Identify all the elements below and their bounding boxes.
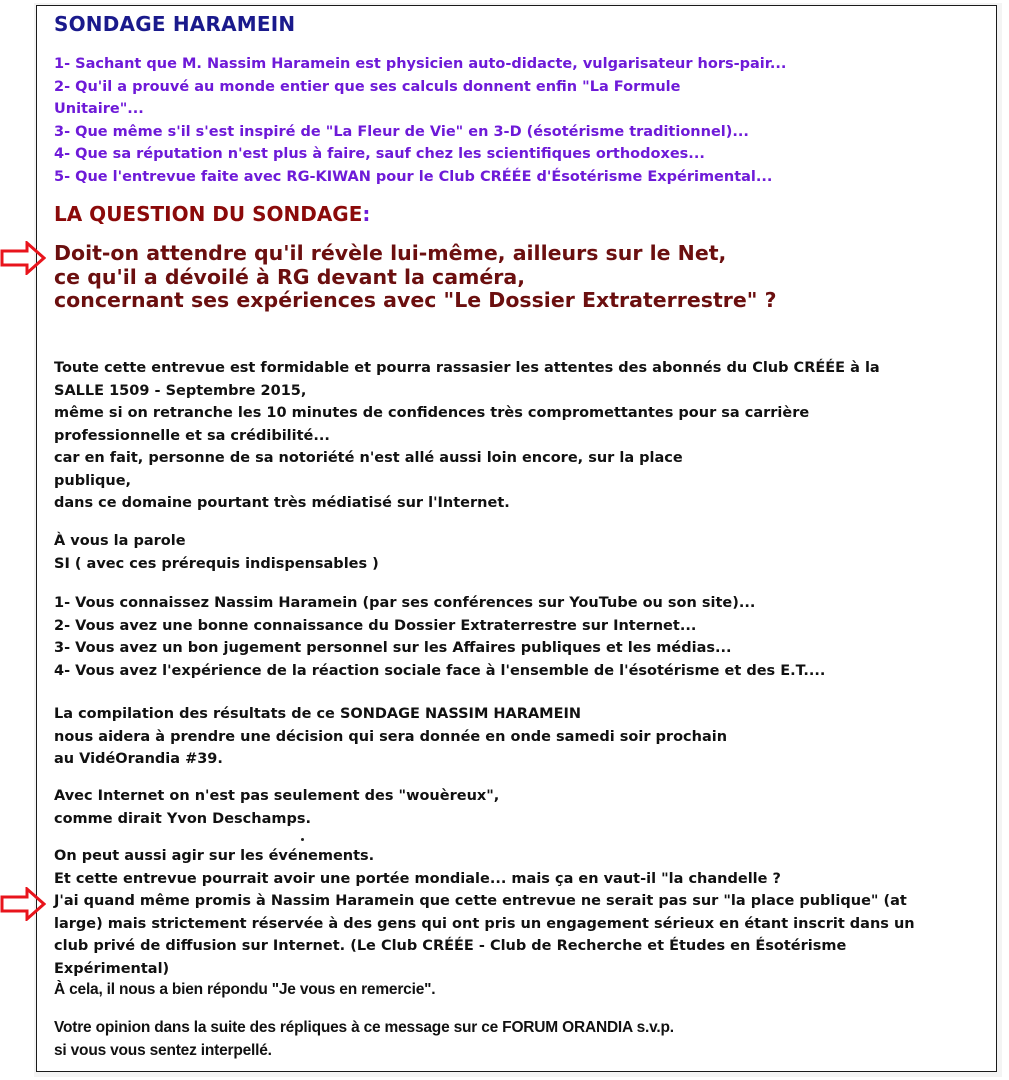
paragraph-line: SALLE 1509 - Septembre 2015, [54, 382, 307, 399]
premise-item: 5- Que l'entrevue faite avec RG-KIWAN pour le Club CRÉÉE d'Ésotérisme Expérimental... [54, 168, 773, 185]
prerequisite-item: 3- Vous avez un bon jugement personnel sur les Affaires publiques et les médias... [54, 640, 732, 656]
paragraph-line: comme dirait Yvon Deschamps. [54, 810, 312, 827]
paragraph-line: Votre opinion dans la suite des répliques à ce message sur ce FORUM ORANDIA s.v.p. [54, 1019, 674, 1036]
reply-line: À cela, il nous a bien répondu "Je vous en remercie". [54, 981, 436, 998]
paragraph-line: professionnelle et sa crédibilité... [54, 427, 330, 444]
action-paragraph [54, 845, 915, 980]
compilation-paragraph [54, 703, 727, 771]
paragraph-line: au VidéOrandia #39. [54, 751, 223, 767]
paragraph-line: Toute cette entrevue est formidable et pourra rassasier les attentes des abonnés du Club CRÉÉE à la [54, 360, 880, 376]
parole-paragraph [54, 530, 379, 575]
page-title: SONDAGE HARAMEIN [54, 12, 296, 36]
premise-item: 2- Qu'il a prouvé au monde entier que ses calculs donnent enfin "La Formule [54, 78, 681, 95]
paragraph-line: J'ai quand même promis à Nassim Haramein que cette entrevue ne serait pas sur "la place publique" (at [54, 893, 907, 909]
prerequisite-item: 1- Vous connaissez Nassim Haramein (par ses conférences sur YouTube ou son site)... [54, 595, 756, 611]
premise-item: 1- Sachant que M. Nassim Haramein est physicien auto-didacte, vulgarisateur hors-pair... [54, 56, 787, 72]
prerequisite-list [54, 592, 825, 682]
premise-list [54, 53, 786, 188]
prerequisite-item: 2- Vous avez une bonne connaissance du Dossier Extraterrestre sur Internet... [54, 617, 697, 634]
paragraph-line: même si on retranche les 10 minutes de confidences très compromettantes pour sa carrière [54, 405, 810, 421]
paragraph-line: SI ( avec ces prérequis indispensables ) [54, 555, 379, 572]
question-heading-colon: : [362, 202, 371, 226]
internet-paragraph [54, 785, 499, 830]
paragraph-line: large) mais strictement réservée à des gens qui ont pris un engagement sérieux en étant inscrit dans un [54, 915, 915, 932]
paragraph-line: Avec Internet on n'est pas seulement des "wouèreux", [54, 788, 500, 804]
paragraph-line: nous aidera à prendre une décision qui sera donnée en onde samedi soir prochain [54, 728, 728, 745]
right-arrow-outline-icon [0, 241, 46, 275]
premise-item: Unitaire"... [54, 101, 144, 117]
paragraph-line: dans ce domaine pourtant très médiatisé sur l'Internet. [54, 495, 510, 511]
paragraph-line: La compilation des résultats de ce SONDAGE NASSIM HARAMEIN [54, 706, 582, 722]
paragraph-line: Et cette entrevue pourrait avoir une portée mondiale... mais ça en vaut-il "la chandelle ? [54, 870, 781, 887]
prerequisite-item: 4- Vous avez l'expérience de la réaction sociale face à l'ensemble de l'ésotérisme et des E.T.... [54, 662, 826, 679]
premise-item: 3- Que même s'il s'est inspiré de "La Fleur de Vie" en 3-D (ésotérisme traditionnel)... [54, 123, 749, 140]
paragraph-line: À vous la parole [54, 533, 186, 549]
question-heading-text: LA QUESTION DU SONDAGE [54, 202, 363, 226]
paragraph-line: Expérimental) [54, 960, 170, 977]
paragraph-line: publique, [54, 472, 132, 489]
closing-paragraph [54, 1017, 674, 1062]
paragraph-line: On peut aussi agir sur les événements. [54, 848, 375, 864]
paragraph-line: club privé de diffusion sur Internet. (Le Club CRÉÉE - Club de Recherche et Études en Ésotérisme [54, 938, 847, 954]
question-line: Doit-on attendre qu'il révèle lui-même, ailleurs sur le Net, [54, 241, 727, 265]
intro-paragraph [54, 357, 880, 515]
question-line: concernant ses expériences avec "Le Dossier Extraterrestre" ? [54, 288, 777, 312]
premise-item: 4- Que sa réputation n'est plus à faire, sauf chez les scientifiques orthodoxes... [54, 146, 705, 162]
stray-dot [301, 838, 304, 841]
question-heading [54, 202, 370, 226]
paragraph-line: si vous vous sentez interpellé. [54, 1041, 272, 1059]
paragraph-line: car en fait, personne de sa notoriété n'est allé aussi loin encore, sur la place [54, 450, 683, 466]
question-line: ce qu'il a dévoilé à RG devant la caméra, [54, 264, 526, 289]
right-arrow-outline-icon [0, 887, 46, 921]
poll-question [54, 242, 777, 313]
